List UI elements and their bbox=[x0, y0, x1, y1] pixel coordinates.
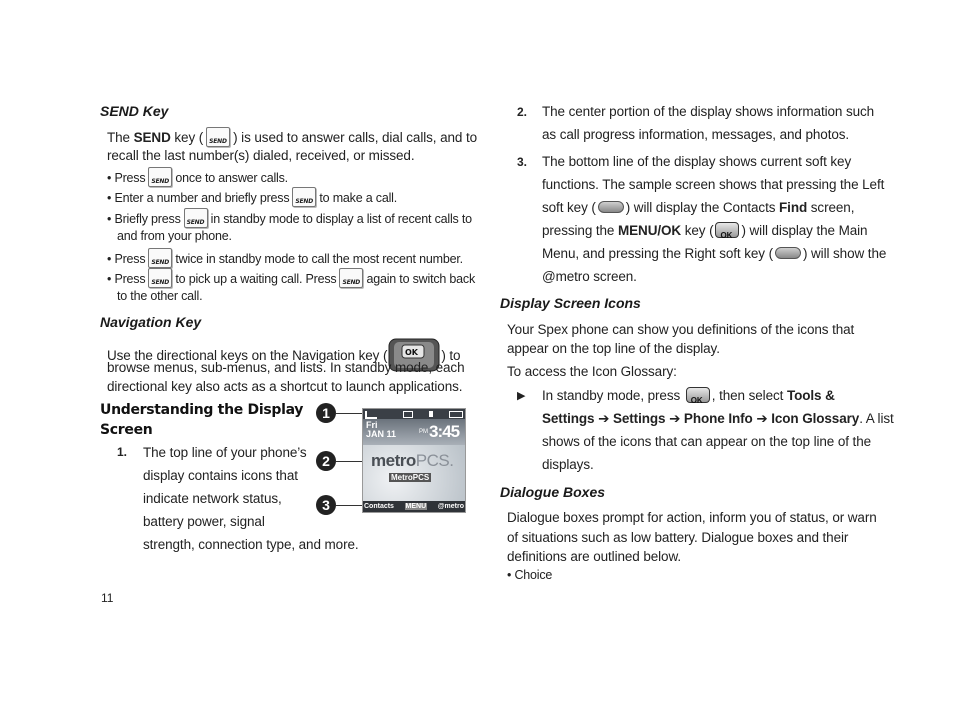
list-item: • PressSEND twice in standby mode to call the most recent number. bbox=[107, 248, 463, 270]
soft-key-menu-label: MENU bbox=[405, 503, 427, 510]
send-key-icon bbox=[206, 127, 230, 147]
dialogue-paragraph: Dialogue boxes prompt for action, inform you of status, or warn of situations such as low battery. Dialogue boxes and their definitions are outlined below. bbox=[507, 510, 877, 564]
callout-line bbox=[336, 461, 364, 462]
list-item: • Choice bbox=[507, 568, 553, 582]
send-intro-line-1: The SEND key (SEND ) is used to answer calls, dial calls, and to bbox=[107, 127, 477, 148]
callout-3: 3 bbox=[316, 495, 336, 515]
icons-paragraph-line-3: To access the Icon Glossary: bbox=[507, 364, 677, 379]
nav-line-3: directional key also acts as a shortcut to launch applications. bbox=[107, 379, 463, 394]
nav-line-1: Use the directional keys on the Navigation key ( OK ) to bbox=[107, 338, 460, 372]
item-number: 1. bbox=[117, 445, 128, 459]
list-item: • PressSEND to pick up a waiting call. PressSEND again to switch back bbox=[107, 268, 475, 290]
send-key-icon bbox=[292, 187, 316, 207]
status-bar bbox=[363, 409, 465, 419]
time-text: 3:45 bbox=[429, 422, 460, 441]
item-2-text: The center portion of the display shows information such as call progress information, messages, and photos. bbox=[542, 104, 875, 142]
left-soft-key-icon bbox=[598, 201, 624, 213]
callout-line bbox=[336, 413, 364, 414]
list-item: • PressSEND once to answer calls. bbox=[107, 167, 288, 189]
date-text: Fri JAN 11 bbox=[366, 420, 397, 439]
dialogue-boxes-heading: Dialogue Boxes bbox=[500, 484, 606, 500]
page-number: 11 bbox=[101, 591, 114, 605]
ok-key-icon: OK bbox=[715, 222, 739, 238]
navigation-key-heading: Navigation Key bbox=[100, 314, 202, 330]
signal-icon bbox=[365, 411, 377, 419]
send-key-icon bbox=[148, 248, 172, 268]
metropcs-logo: metroPCS. bbox=[371, 451, 454, 470]
callout-2: 2 bbox=[316, 451, 336, 471]
soft-key-right-label: @metro bbox=[437, 503, 464, 510]
understanding-display-heading: Understanding the Display Screen bbox=[100, 402, 304, 438]
icons-paragraph-line-1: Your Spex phone can show you definitions of the icons that bbox=[507, 322, 855, 337]
item-number: 3. bbox=[517, 155, 528, 169]
send-key-icon bbox=[184, 208, 208, 228]
item-number: 2. bbox=[517, 105, 528, 119]
item-1-text: The top line of your phone’s display contains icons that indicate network status, battery power, signal strength, connection type, and more. bbox=[143, 445, 359, 552]
step-arrow-icon: ▶ bbox=[517, 390, 526, 402]
bluetooth-icon bbox=[429, 411, 433, 417]
send-key-icon bbox=[148, 167, 172, 187]
soft-key-left-label: Contacts bbox=[364, 503, 394, 510]
nav-line-2: browse menus, sub-menus, and lists. In standby mode, each bbox=[107, 360, 465, 375]
send-key-heading: SEND Key bbox=[100, 103, 169, 119]
send-key-icon bbox=[148, 268, 172, 288]
icons-paragraph-line-2: appear on the top line of the display. bbox=[507, 341, 720, 356]
battery-icon bbox=[449, 411, 463, 418]
ok-key-icon: OK bbox=[686, 387, 710, 403]
right-soft-key-icon bbox=[775, 247, 801, 259]
carrier-banner: MetroPCS bbox=[391, 473, 430, 482]
date-time-area bbox=[363, 419, 465, 445]
display-screen-icons-heading: Display Screen Icons bbox=[500, 295, 641, 311]
phone-display-image bbox=[362, 408, 466, 513]
list-item: • Briefly pressSEND in standby mode to display a list of recent calls to bbox=[107, 208, 472, 230]
list-item: • Enter a number and briefly pressSEND to make a call. bbox=[107, 187, 397, 209]
send-intro-line-2: recall the last number(s) dialed, received, or missed. bbox=[107, 148, 415, 163]
icon-glossary-step: In standby mode, press OK , then select Tools & Settings ➔ Settings ➔ Phone Info ➔ Icon Glossary. A list shows of the icons that can appear on the top line of the displays. bbox=[542, 388, 894, 472]
callout-line bbox=[336, 505, 364, 506]
message-icon bbox=[403, 411, 413, 418]
wallpaper bbox=[363, 445, 465, 501]
svg-text:OK: OK bbox=[405, 348, 419, 357]
send-key-icon bbox=[339, 268, 363, 288]
callout-1: 1 bbox=[316, 403, 336, 423]
soft-key-bar bbox=[363, 501, 465, 512]
list-item-continuation: to the other call. bbox=[117, 289, 203, 303]
item-3-text: The bottom line of the display shows current soft key functions. The sample screen shows that pressing the Left soft key ( ) will display the Contacts Find screen, pressing the MENU/OK key ( OK ) will display the Main Menu, and pressing the Right soft key ( ) will show the @metro screen. bbox=[542, 154, 887, 284]
list-item-continuation: and from your phone. bbox=[117, 229, 232, 243]
ampm-text: PM bbox=[419, 429, 428, 435]
